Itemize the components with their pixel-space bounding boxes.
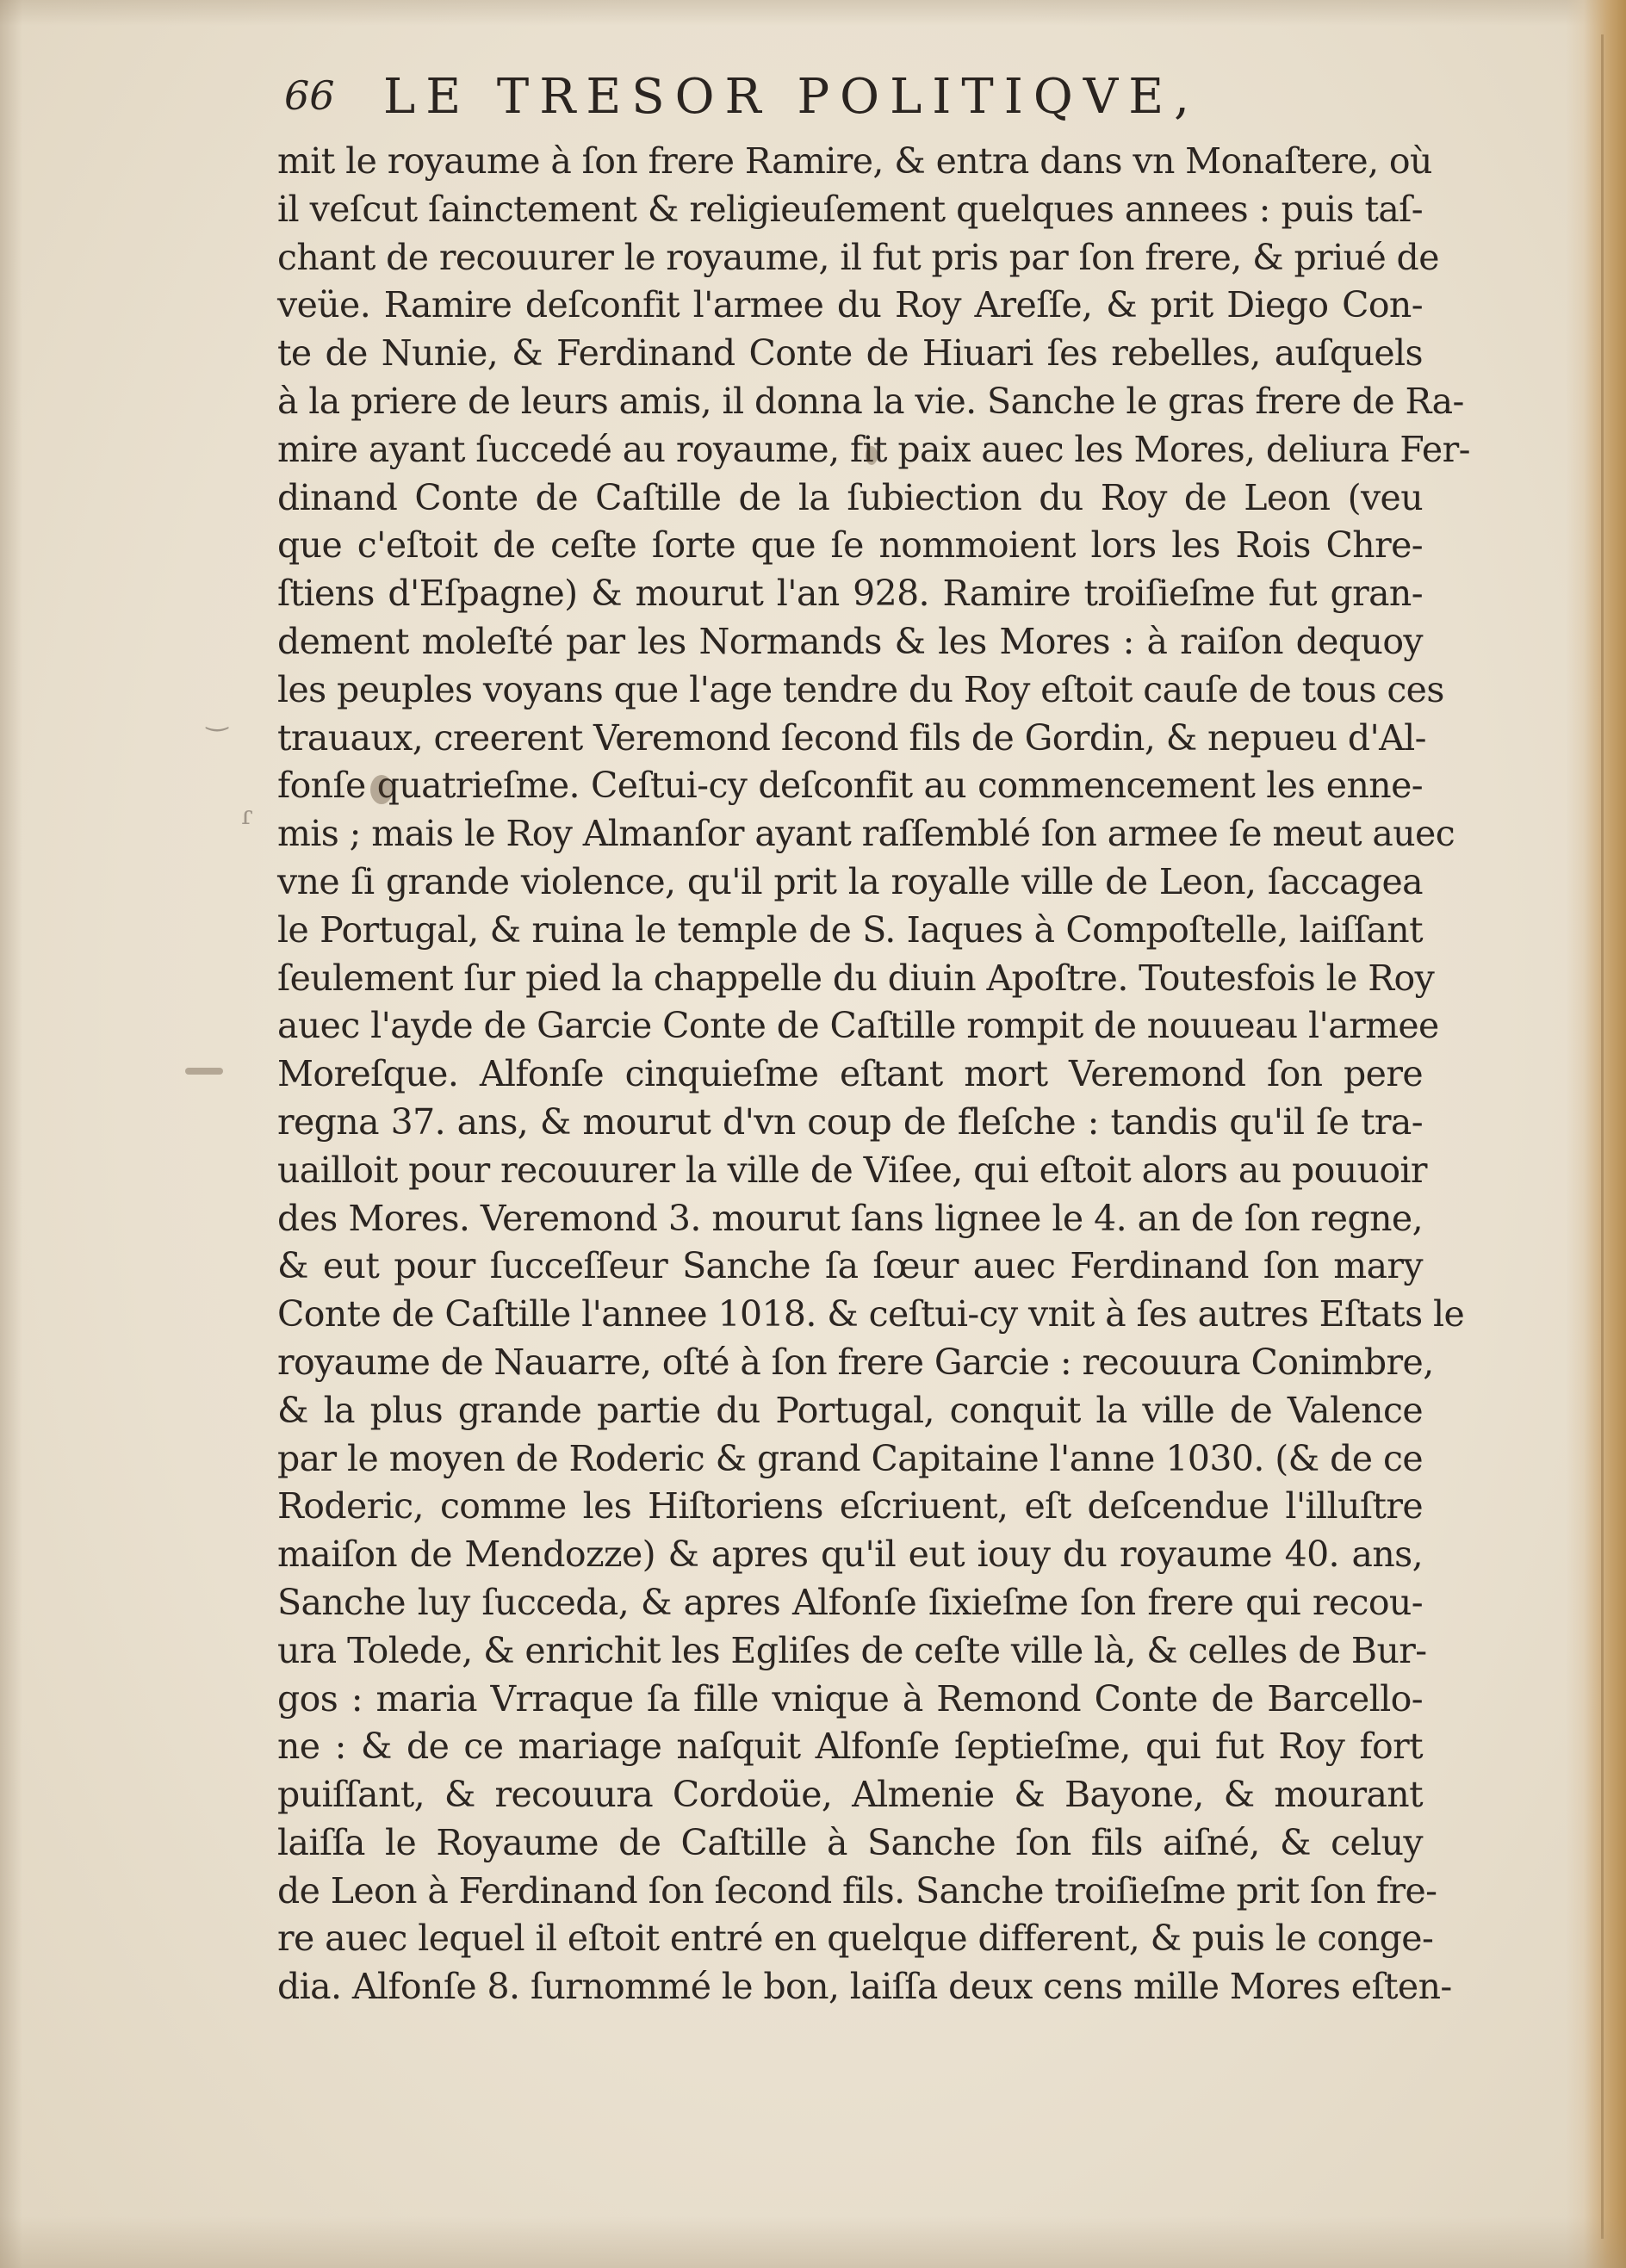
page-gutter bbox=[1601, 34, 1604, 2239]
text-line: mire ayant ſuccedé au royaume, fit paix auec les Mores, deliura Fer- bbox=[277, 428, 1470, 470]
text-line: te de Nunie, & Ferdinand Conte de Hiuari ſes rebelles, auſquels bbox=[277, 332, 1423, 375]
text-line: fonſe quatrieſme. Ceſtui-cy deſconfit au commencement les enne- bbox=[277, 765, 1423, 807]
text-line: veüe. Ramire deſconfit l'armee du Roy Areſſe, & prit Diego Con- bbox=[277, 284, 1423, 326]
text-line: puiſſant, & recouura Cordoüe, Almenie & Bayone, & mourant bbox=[277, 1774, 1423, 1816]
text-line: mis ; mais le Roy Almanſor ayant raſſemblé ſon armee ſe meut auec bbox=[277, 813, 1455, 855]
page-header bbox=[271, 62, 1408, 131]
text-line: chant de recouurer le royaume, il fut pris par ſon frere, & priué de bbox=[277, 236, 1439, 278]
text-line: Roderic, comme les Hiſtoriens eſcriuent, eſt deſcendue l'illuſtre bbox=[277, 1485, 1423, 1527]
text-line: que c'eſtoit de ceſte ſorte que ſe nommoient lors les Rois Chre- bbox=[277, 524, 1423, 567]
text-line: vne ſi grande violence, qu'il prit la royalle ville de Leon, ſaccagea bbox=[277, 860, 1423, 902]
page-number: 66 bbox=[284, 72, 335, 119]
text-line: & eut pour ſucceſſeur Sanche ſa ſœur auec Ferdinand ſon mary bbox=[277, 1245, 1423, 1287]
text-line: mit le royaume à ſon frere Ramire, & entra dans vn Monaſtere, où bbox=[277, 140, 1432, 182]
text-line: par le moyen de Roderic & grand Capitaine l'anne 1030. (& de ce bbox=[277, 1437, 1423, 1479]
text-line: dement moleſté par les Normands & les Mores : à raiſon dequoy bbox=[277, 620, 1423, 662]
text-line: re auec lequel il eſtoit entré en quelque different, & puis le conge- bbox=[277, 1918, 1434, 1960]
text-line: les peuples voyans que l'age tendre du Roy eſtoit cauſe de tous ces bbox=[277, 668, 1444, 710]
margin-mark: ‿ bbox=[207, 702, 228, 732]
text-line: gos : maria Vrraque ſa fille vnique à Remond Conte de Barcello- bbox=[277, 1677, 1423, 1720]
ink-stain bbox=[370, 775, 393, 804]
page-edge-left bbox=[0, 0, 22, 2268]
ink-stain bbox=[866, 446, 878, 465]
text-line: Sanche luy ſucceda, & apres Alfonſe ſixieſme ſon frere qui recou- bbox=[277, 1581, 1423, 1623]
text-line: le Portugal, & ruina le temple de S. Iaques à Compoſtelle, laiſſant bbox=[277, 908, 1423, 951]
page-edge-top bbox=[0, 0, 1626, 26]
text-line: à la priere de leurs amis, il donna la vie. Sanche le gras frere de Ra- bbox=[277, 380, 1464, 422]
text-line: dinand Conte de Caſtille de la ſubiection du Roy de Leon (veu bbox=[277, 476, 1423, 518]
text-line: laiſſa le Royaume de Caſtille à Sanche ſon fils aiſné, & celuy bbox=[277, 1821, 1423, 1863]
text-line: & la plus grande partie du Portugal, conquit la ville de Valence bbox=[277, 1389, 1423, 1431]
running-title: LE TRESOR POLITIQVE, bbox=[383, 69, 1200, 125]
text-line: ura Tolede, & enrichit les Egliſes de ceſte ville là, & celles de Bur- bbox=[277, 1629, 1427, 1671]
page-edge-right bbox=[1566, 0, 1626, 2268]
text-line: Moreſque. Alfonſe cinquieſme eſtant mort Veremond ſon pere bbox=[277, 1053, 1423, 1095]
text-line: il veſcut ſainctement & religieuſement quelques annees : puis taſ- bbox=[277, 188, 1423, 230]
text-line: ne : & de ce mariage naſquit Alfonſe ſeptieſme, qui fut Roy fort bbox=[277, 1726, 1423, 1768]
body-text bbox=[277, 138, 1470, 2011]
text-line: Conte de Caſtille l'annee 1018. & ceſtui-cy vnit à ſes autres Eſtats le bbox=[277, 1293, 1465, 1335]
text-line: dia. Alfonſe 8. ſurnommé le bon, laiſſa deux cens mille Mores eſten- bbox=[277, 1966, 1452, 2008]
page-edge-bottom bbox=[0, 2216, 1626, 2268]
margin-mark: ɾ bbox=[241, 801, 253, 831]
text-line: ſtiens d'Eſpagne) & mourut l'an 928. Ramire troiſieſme fut gran- bbox=[277, 573, 1423, 615]
text-line: royaume de Nauarre, oſté à ſon frere Garcie : recouura Conimbre, bbox=[277, 1341, 1434, 1383]
text-line: ſeulement ſur pied la chappelle du diuin Apoſtre. Toutesfois le Roy bbox=[277, 957, 1435, 999]
text-line: trauaux, creerent Veremond ſecond fils de Gordin, & nepueu d'Al- bbox=[277, 716, 1426, 759]
text-line: maiſon de Mendozze) & apres qu'il eut iouy du royaume 40. ans, bbox=[277, 1534, 1423, 1576]
text-line: uailloit pour recouurer la ville de Viſee, qui eſtoit alors au pouuoir bbox=[277, 1149, 1427, 1191]
text-line: auec l'ayde de Garcie Conte de Caſtille rompit de nouueau l'armee bbox=[277, 1005, 1439, 1047]
text-line: de Leon à Ferdinand ſon ſecond fils. Sanche troiſieſme prit ſon fre- bbox=[277, 1869, 1437, 1912]
text-line: regna 37. ans, & mourut d'vn coup de fleſche : tandis qu'il ſe tra- bbox=[277, 1100, 1423, 1143]
ink-stain bbox=[185, 1068, 223, 1075]
text-line: des Mores. Veremond 3. mourut ſans lignee le 4. an de ſon regne, bbox=[277, 1197, 1423, 1239]
